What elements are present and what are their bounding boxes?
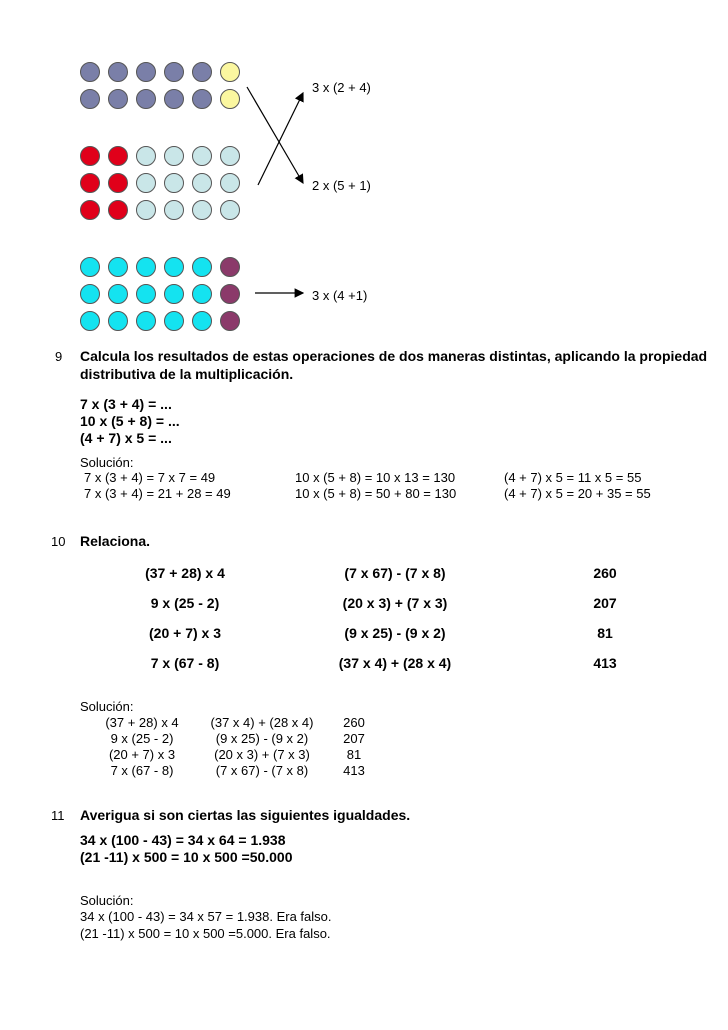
q11-prompt: Averigua si son ciertas las siguientes igualdades. [80,807,411,823]
q11-solution-label: Solución: [80,893,134,908]
q11-solution-1: 34 x (100 - 43) = 34 x 57 = 1.938. Era falso. [80,909,332,924]
q10-left-3: (20 + 7) x 3 [149,625,221,641]
q10-mid-3: (9 x 25) - (9 x 2) [344,625,446,641]
q9-sol-c1: (4 + 7) x 5 = 11 x 5 = 55 [504,470,642,485]
q10-sol-right-1: 260 [343,715,365,730]
q10-sol-left-4: 7 x (67 - 8) [110,763,174,778]
q10-solution-label: Solución: [80,699,134,714]
q9-sol-b2: 10 x (5 + 8) = 50 + 80 = 130 [295,486,457,501]
q11-solution-2: (21 -11) x 500 = 10 x 500 =5.000. Era falso. [80,926,331,941]
q10-sol-left-2: 9 x (25 - 2) [110,731,174,746]
q10-right-4: 413 [593,655,617,671]
figure-label-3: 3 x (4 +1) [312,288,368,303]
q10-right-2: 207 [593,595,617,611]
q10-right-1: 260 [593,565,617,581]
q9-prompt-line2: distributiva de la multiplicación. [80,366,294,382]
q10-number: 10 [51,534,66,549]
q9-op-2: 10 x (5 + 8) = ... [80,413,180,429]
q10-left-1: (37 + 28) x 4 [145,565,225,581]
q10-sol-mid-3: (20 x 3) + (7 x 3) [214,747,310,762]
q9-op-1: 7 x (3 + 4) = ... [80,396,172,412]
arrow-cross-down [247,87,303,183]
q10-sol-mid-2: (9 x 25) - (9 x 2) [215,731,309,746]
q10-sol-right-4: 413 [343,763,365,778]
q11-equality-2: (21 -11) x 500 = 10 x 500 =50.000 [80,849,293,865]
q10-sol-left-1: (37 + 28) x 4 [105,715,179,730]
q10-mid-1: (7 x 67) - (7 x 8) [344,565,446,581]
q10-sol-mid-1: (37 x 4) + (28 x 4) [210,715,314,730]
figure-label-2: 2 x (5 + 1) [312,178,371,193]
q11-number: 11 [51,808,65,823]
q10-mid-4: (37 x 4) + (28 x 4) [338,655,452,671]
q10-left-2: 9 x (25 - 2) [150,595,220,611]
q9-sol-a2: 7 x (3 + 4) = 21 + 28 = 49 [84,486,231,501]
q9-sol-b1: 10 x (5 + 8) = 10 x 13 = 130 [295,470,456,485]
q9-prompt-line1: Calcula los resultados de estas operaciones de dos maneras distintas, aplicando la propiedad [80,348,708,364]
q9-number: 9 [55,349,63,364]
q10-sol-left-3: (20 + 7) x 3 [108,747,176,762]
q9-sol-c2: (4 + 7) x 5 = 20 + 35 = 55 [504,486,651,501]
q9-op-3: (4 + 7) x 5 = ... [80,430,172,446]
q10-sol-right-3: 81 [346,747,362,762]
figure-label-1: 3 x (2 + 4) [312,80,371,95]
q10-prompt: Relaciona. [80,533,151,549]
q10-left-4: 7 x (67 - 8) [150,655,220,671]
q10-sol-right-2: 207 [343,731,365,746]
q10-mid-2: (20 x 3) + (7 x 3) [342,595,448,611]
arrows-diagram [0,0,728,330]
q9-sol-a1: 7 x (3 + 4) = 7 x 7 = 49 [84,470,216,485]
q9-solution-label: Solución: [80,455,134,470]
q11-equality-1: 34 x (100 - 43) = 34 x 64 = 1.938 [80,832,286,848]
q10-right-3: 81 [597,625,613,641]
q10-sol-mid-4: (7 x 67) - (7 x 8) [215,763,309,778]
